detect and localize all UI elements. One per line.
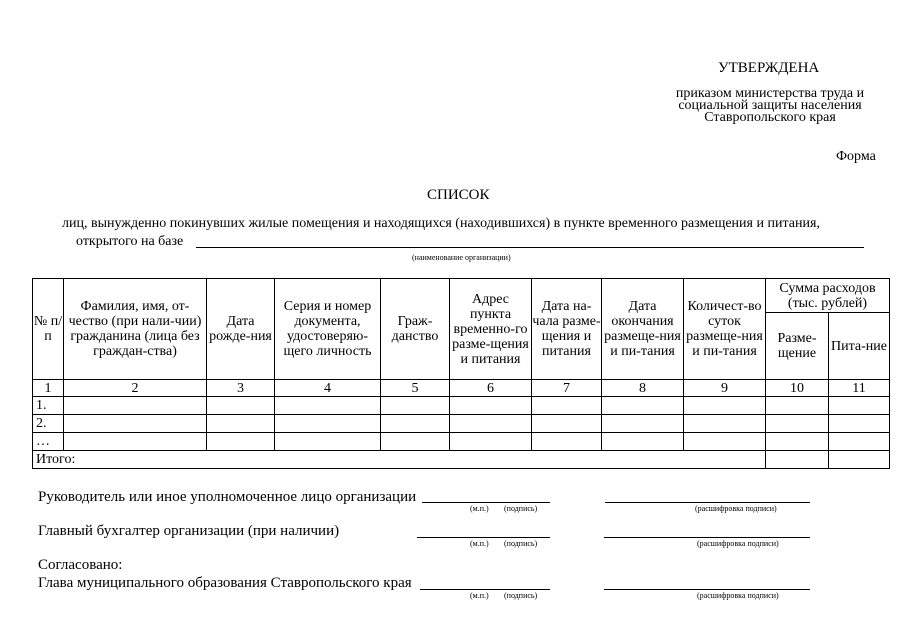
accountant-signature-line xyxy=(417,537,550,538)
head-decoding-line xyxy=(605,502,810,503)
column-number: 7 xyxy=(532,380,602,397)
table-row xyxy=(33,397,890,415)
signature-caption: (подпись) xyxy=(504,539,538,548)
header-number: № п/п xyxy=(33,279,64,380)
header-meals: Пита-ние xyxy=(829,313,890,380)
organization-name-line xyxy=(196,247,864,248)
header-id-document: Серия и номер документа, удостоверяю-щего личность xyxy=(275,279,381,380)
decoding-caption: (расшифровка подписи) xyxy=(697,539,779,548)
document-subtitle: лиц, вынужденно покинувших жилые помещения и находящихся (находившихся) в пункте временного размещения и питания, xyxy=(62,216,820,231)
stamp-caption: (м.п.) xyxy=(470,539,489,548)
row-number: 2. xyxy=(33,415,64,433)
header-end-date: Дата окончания размеще-ния и пи-тания xyxy=(602,279,684,380)
stamp-caption: (м.п.) xyxy=(470,504,489,513)
header-citizenship: Граж-данство xyxy=(381,279,450,380)
header-full-name: Фамилия, имя, от-чество (при нали-чии) гражданина (лица без граждан-ства) xyxy=(64,279,207,380)
signature-caption: (подпись) xyxy=(504,504,538,513)
document-title: СПИСОК xyxy=(427,187,490,203)
municipal-decoding-line xyxy=(604,589,810,590)
column-number: 2 xyxy=(64,380,207,397)
total-label: Итого: xyxy=(33,451,766,469)
column-number: 6 xyxy=(450,380,532,397)
header-birth-date: Дата рожде-ния xyxy=(207,279,275,380)
column-number: 11 xyxy=(829,380,890,397)
column-number: 10 xyxy=(766,380,829,397)
column-numbers-row xyxy=(33,380,890,397)
accountant-decoding-line xyxy=(604,537,810,538)
table-row xyxy=(33,433,890,451)
row-number: … xyxy=(33,433,64,451)
stamp-caption: (м.п.) xyxy=(470,591,489,600)
header-address: Адрес пункта временно-го разме-щения и питания xyxy=(450,279,532,380)
header-days-count: Количест-во суток размеще-ния и пи-тания xyxy=(684,279,766,380)
approval-title: УТВЕРЖДЕНА xyxy=(718,60,820,76)
decoding-caption: (расшифровка подписи) xyxy=(695,504,777,513)
decoding-caption: (расшифровка подписи) xyxy=(697,591,779,600)
municipal-signature-line xyxy=(420,589,550,590)
approval-line-3: Ставропольского края xyxy=(704,110,836,125)
agreed-label: Согласовано: xyxy=(38,557,123,573)
head-signature-label: Руководитель или иное уполномоченное лицо организации xyxy=(38,489,417,505)
column-number: 3 xyxy=(207,380,275,397)
signature-caption: (подпись) xyxy=(504,591,538,600)
column-number: 4 xyxy=(275,380,381,397)
row-number: 1. xyxy=(33,397,64,415)
table-row xyxy=(33,415,890,433)
head-signature-line xyxy=(422,502,550,503)
column-number: 8 xyxy=(602,380,684,397)
persons-table xyxy=(32,278,890,469)
header-accommodation: Разме-щение xyxy=(766,313,829,380)
approval-line-1: приказом министерства труда и xyxy=(675,86,865,101)
approval-line-2: социальной защиты населения xyxy=(678,98,862,113)
header-start-date: Дата на-чала разме-щения и питания xyxy=(532,279,602,380)
column-number: 1 xyxy=(33,380,64,397)
accountant-signature-label: Главный бухгалтер организации (при наличии) xyxy=(38,523,340,539)
form-label: Форма xyxy=(836,149,876,164)
subtitle-open-on-base: открытого на базе xyxy=(76,234,184,249)
municipal-signature-label: Глава муниципального образования Ставропольского края xyxy=(38,575,412,591)
header-expenses-group: Сумма расходов (тыс. рублей) xyxy=(766,279,890,313)
column-number: 9 xyxy=(684,380,766,397)
column-number: 5 xyxy=(381,380,450,397)
organization-caption: (наименование организации) xyxy=(412,253,511,262)
total-row xyxy=(33,451,890,469)
